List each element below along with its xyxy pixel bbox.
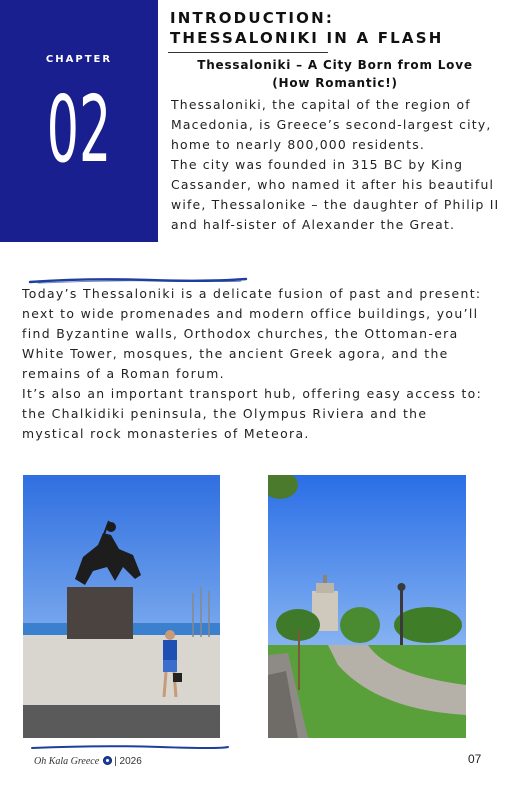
chapter-box	[0, 0, 158, 242]
footer-year: | 2026	[114, 756, 142, 767]
chapter-number: 02	[46, 76, 112, 183]
photo-white-tower	[268, 475, 466, 738]
intro-paragraph: Thessaloniki, the capital of the region of Macedonia, is Greece’s second-largest city, home to nearly 800,000 residents.	[171, 97, 492, 152]
intro-paragraph: The city was founded in 315 BC by King Cassander, who named it after his beautiful wife, Thessalonike – the daughter of Philip II and half-sister of Alexander the Great.	[171, 157, 500, 232]
heading-line-2: THESSALONIKI IN A FLASH	[170, 29, 444, 47]
heading-line-1: INTRODUCTION:	[170, 9, 335, 27]
body-text	[22, 284, 492, 444]
heading-divider	[168, 52, 328, 53]
body-paragraph: It’s also an important transport hub, offering easy access to: the Chalkidiki peninsula, the Olympus Riviera and the mystical rock monasteries of Meteora.	[22, 386, 483, 441]
footer-brush-divider	[30, 744, 230, 752]
photo-alexander-statue	[23, 475, 220, 738]
body-paragraph: Today’s Thessaloniki is a delicate fusion of past and present: next to wide promenades and modern office buildings, you’ll find Byzantine walls, Orthodox churches, the Ottoman-era White Tower, mosques, the ancient Greek agora, and the remains of a Roman forum.	[22, 286, 482, 381]
page-number: 07	[468, 752, 482, 766]
subtitle-line-1: Thessaloniki – A City Born from Love	[197, 58, 473, 72]
chapter-heading	[170, 8, 500, 48]
intro-text	[171, 95, 506, 235]
evil-eye-icon	[103, 756, 112, 765]
chapter-label: CHAPTER	[45, 54, 113, 65]
footer-brand	[34, 756, 142, 767]
brand-logo: Oh Kala Greece	[34, 756, 100, 767]
section-subtitle	[170, 56, 500, 92]
subtitle-line-2: (How Romantic!)	[272, 76, 398, 90]
